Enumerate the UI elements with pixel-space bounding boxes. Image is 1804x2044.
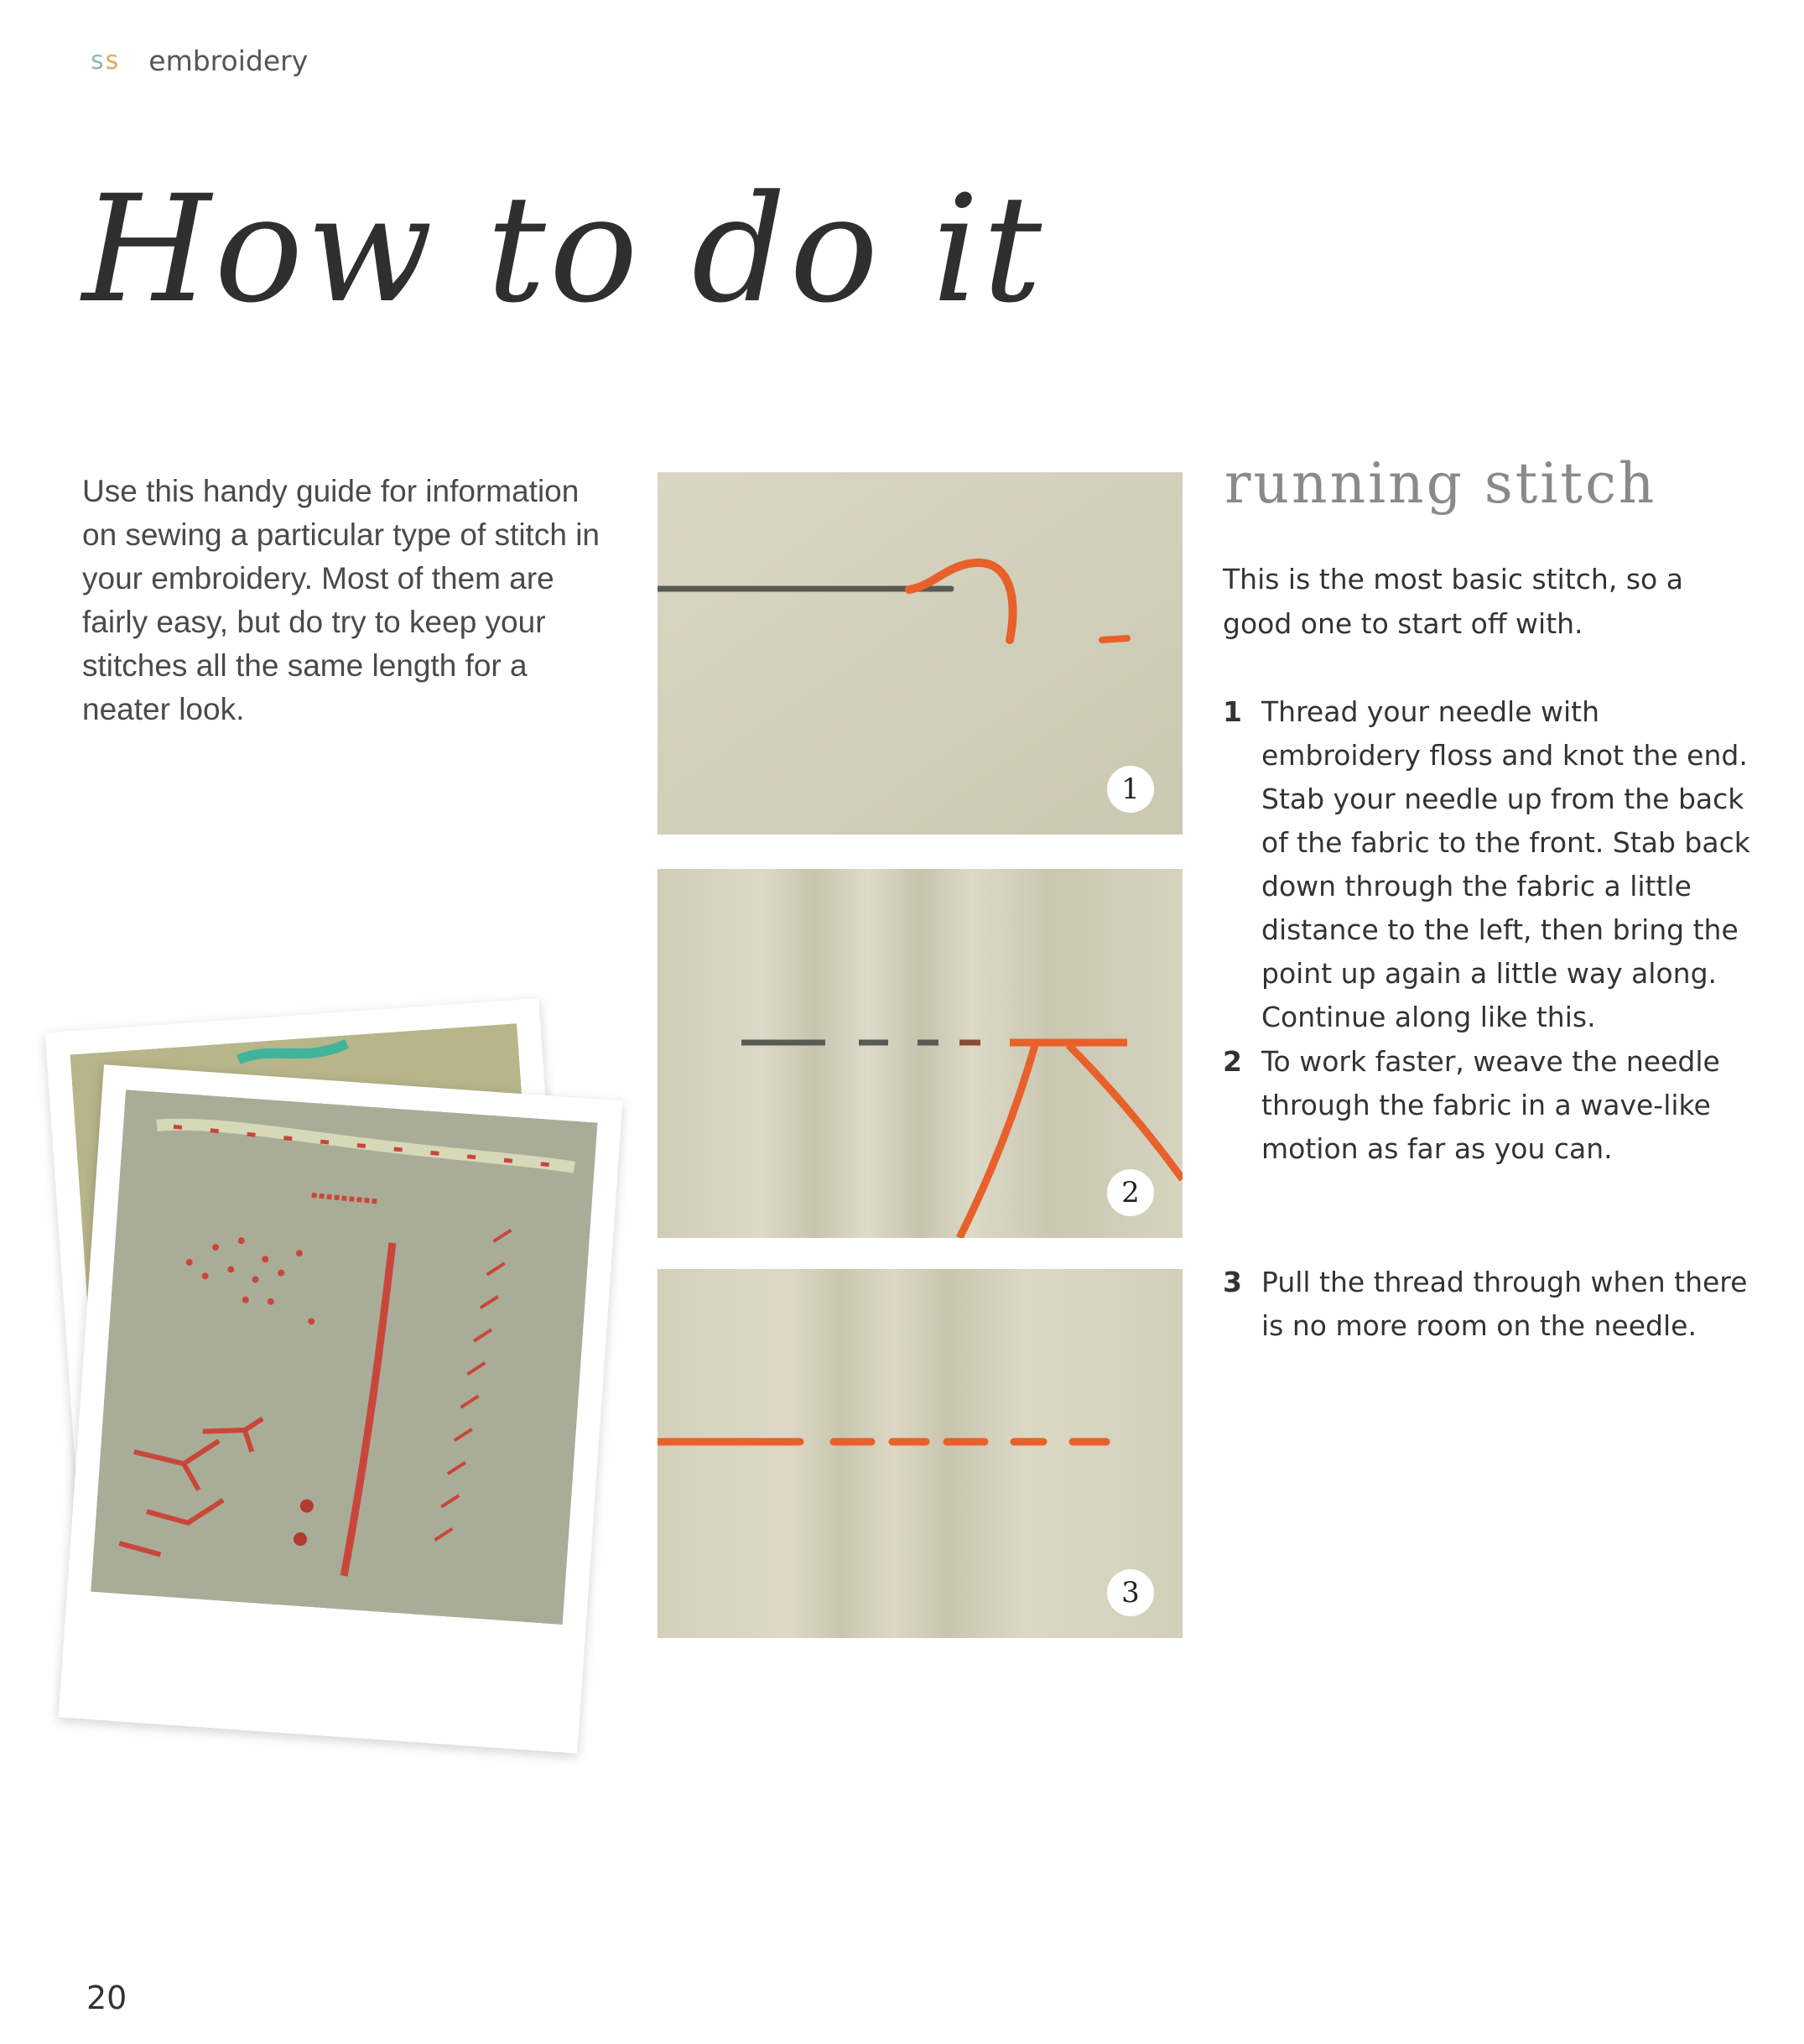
step-text: Thread your needle with embroidery floss and knot the end. Stab your needle up from the back of the fabric to the front. Stab back down through the fabric a little distance to the left, then bring the point up again a little way along. Continue along like this.: [1261, 695, 1750, 1033]
step-number: 1: [1223, 695, 1242, 728]
step-badge-3: 3: [1107, 1569, 1154, 1616]
step-text: To work faster, weave the needle through the fabric in a wave-like motion as far as you can.: [1261, 1045, 1720, 1165]
step-photo-1: [658, 472, 1183, 835]
step-badge-2: 2: [1107, 1169, 1154, 1216]
step-badge-1: 1: [1107, 766, 1154, 813]
step-number: 2: [1223, 1045, 1242, 1078]
intro-paragraph: Use this handy guide for information on sewing a particular type of stitch in your embroidery. Most of them are fairly easy, but do try to keep your stitches all the same length for a neater look.: [82, 474, 600, 726]
stitch-heading: running stitch: [1224, 451, 1657, 516]
polaroid-front: [59, 1064, 623, 1753]
step-text: Pull the thread through when there is no more room on the needle.: [1261, 1266, 1748, 1342]
instruction-step: [1223, 1040, 1760, 1171]
page-title: How to do it: [82, 164, 1046, 335]
step-number: 3: [1223, 1266, 1242, 1298]
sampler-photo: [91, 1090, 597, 1625]
step-photo-2: [658, 869, 1183, 1238]
step-photo-3: [658, 1269, 1183, 1638]
section-label: embroidery: [148, 44, 309, 77]
instruction-step: [1223, 690, 1760, 1039]
running-header: [91, 44, 308, 77]
logo: ss: [91, 45, 121, 75]
stitch-lead: This is the most basic stitch, so a good one to start off with.: [1223, 563, 1683, 640]
instruction-step: [1223, 1261, 1760, 1348]
page-number: 20: [86, 1979, 127, 2016]
